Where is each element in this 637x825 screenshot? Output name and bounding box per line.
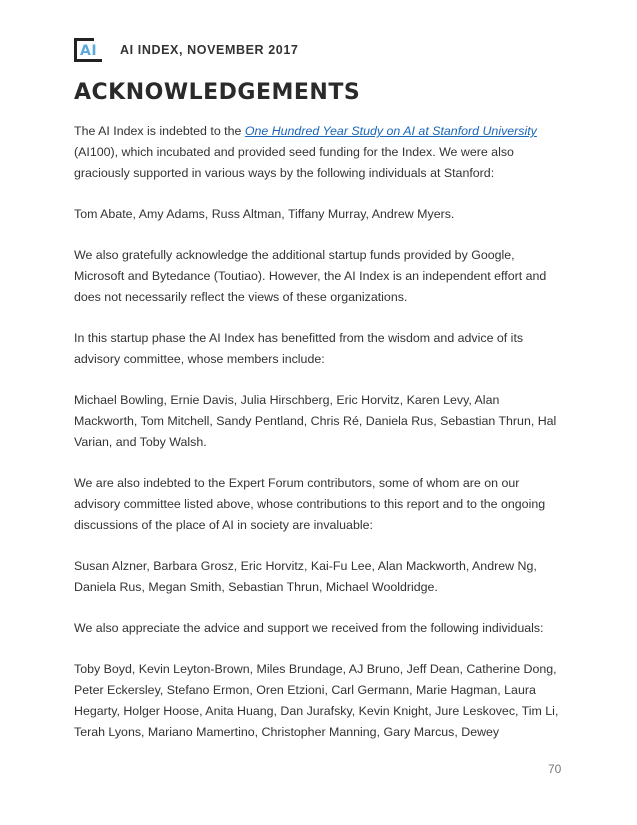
page-number: 70 — [548, 762, 562, 776]
logo-text: AI — [80, 43, 98, 59]
page-header — [74, 38, 298, 62]
paragraph-advisory-members: Michael Bowling, Ernie Davis, Julia Hirschberg, Eric Horvitz, Karen Levy, Alan Mackworth, Tom Mitchell, Sandy Pentland, Chris Ré, Daniela Rus, Sebastian Thrun, Hal Varian, and Toby Walsh. — [74, 393, 557, 449]
ai100-link[interactable]: One Hundred Year Study on AI at Stanford University — [244, 124, 537, 138]
document-body — [74, 121, 566, 763]
paragraph-advisory-intro: In this startup phase the AI Index has benefitted from the wisdom and advice of its advisory committee, whose members include: — [74, 331, 524, 366]
paragraph-individuals: Toby Boyd, Kevin Leyton-Brown, Miles Brundage, AJ Bruno, Jeff Dean, Catherine Dong, Peter Eckersley, Stefano Ermon, Oren Etzioni, Carl Germann, Marie Hagman, Laura Hegarty, Holger Hoose, Anita Huang, Dan Jurafsky, Kevin Knight, Jure Leskovec, Tim Li, Terah Lyons, Mariano Mamertino, Christopher Manning, Gary Marcus, Dewey — [74, 662, 559, 739]
paragraph-advice-intro: We also appreciate the advice and support we received from the following individuals: — [74, 621, 544, 635]
intro-text-start: The AI Index is indebted to the — [74, 124, 245, 138]
paragraph-expert-contributors: Susan Alzner, Barbara Grosz, Eric Horvitz, Kai-Fu Lee, Alan Mackworth, Andrew Ng, Daniela Rus, Megan Smith, Sebastian Thrun, Michael Wooldridge. — [74, 559, 537, 594]
ai-index-logo — [74, 38, 102, 62]
page-title: ACKNOWLEDGEMENTS — [74, 80, 361, 105]
paragraph-stanford-individuals: Tom Abate, Amy Adams, Russ Altman, Tiffany Murray, Andrew Myers. — [74, 207, 455, 221]
paragraph-startup-funds: We also gratefully acknowledge the additional startup funds provided by Google, Microsoft and Bytedance (Toutiao). However, the AI Index is an independent effort and does not necessarily reflect the views of these organizations. — [74, 248, 547, 304]
intro-text-end: (AI100), which incubated and provided seed funding for the Index. We were also graciously supported in various ways by the following individuals at Stanford: — [74, 145, 514, 180]
header-title: AI INDEX, NOVEMBER 2017 — [120, 43, 299, 57]
paragraph-intro — [74, 121, 566, 184]
paragraph-expert-forum: We are also indebted to the Expert Forum contributors, some of whom are on our advisory committee listed above, whose contributions to this report and to the ongoing discussions of the place of AI in society are invaluable: — [74, 476, 546, 532]
